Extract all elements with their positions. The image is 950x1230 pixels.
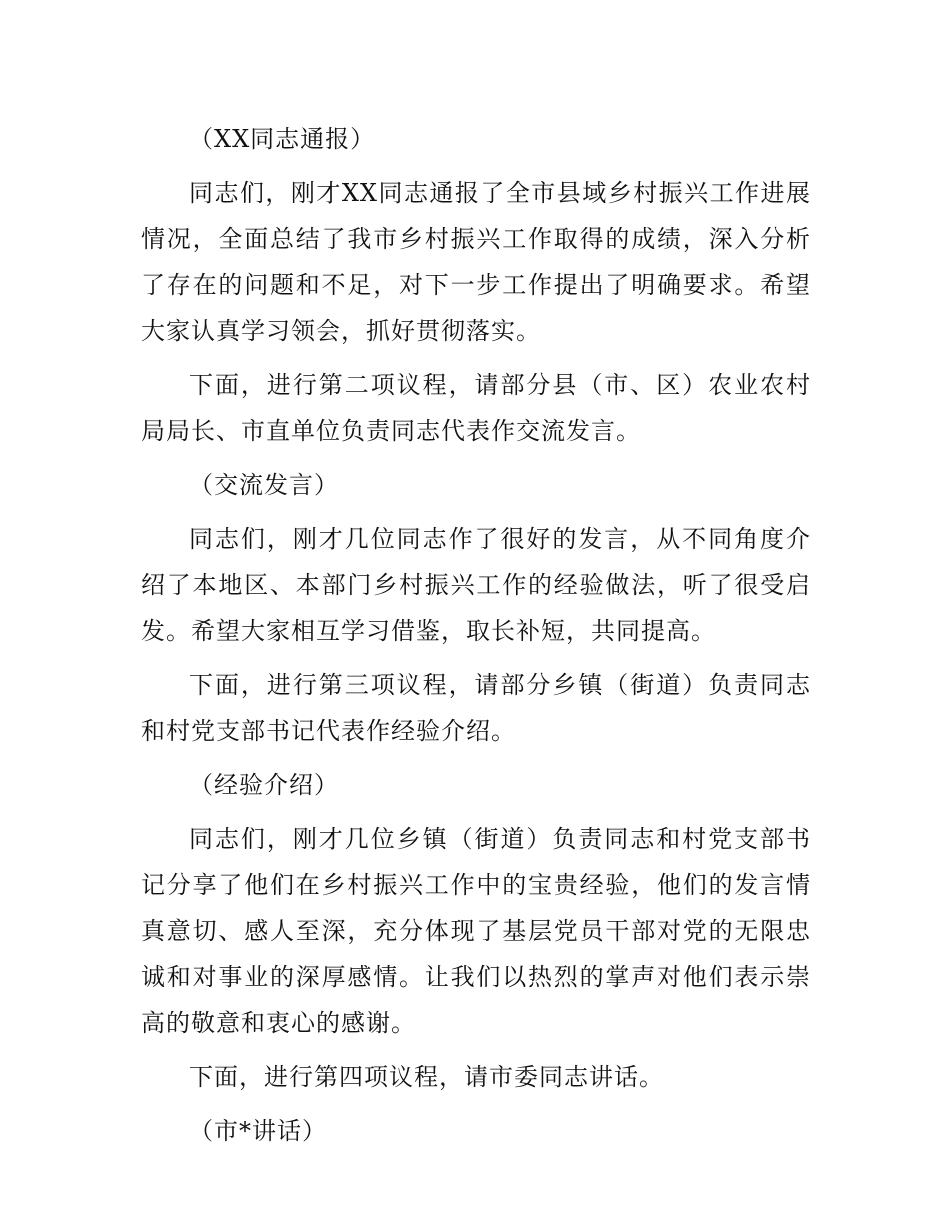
agenda-note-briefing: （XX同志通报） xyxy=(189,125,376,153)
paragraph-summary-exchange: 同志们，刚才几位同志作了很好的发言，从不同角度介绍了本地区、本部门乡村振兴工作的经验做法，听了很受启发。希望大家相互学习借鉴，取长补短，共同提高。 xyxy=(141,525,811,645)
agenda-note-experience: （经验介绍） xyxy=(189,771,339,799)
document-body xyxy=(141,116,811,1162)
paragraph-agenda-item-3: 下面，进行第三项议程，请部分乡镇（街道）负责同志和村党支部书记代表作经验介绍。 xyxy=(141,671,811,745)
paragraph-summary-briefing: 同志们，刚才XX同志通报了全市县域乡村振兴工作进展情况，全面总结了我市乡村振兴工作取得的成绩，深入分析了存在的问题和不足，对下一步工作提出了明确要求。希望大家认真学习领会，抓好贯彻落实。 xyxy=(141,179,811,345)
agenda-note-exchange: （交流发言） xyxy=(189,471,339,499)
paragraph-agenda-item-4: 下面，进行第四项议程，请市委同志讲话。 xyxy=(189,1063,664,1091)
agenda-note-speech: （市*讲话） xyxy=(189,1117,327,1145)
paragraph-summary-experience: 同志们，刚才几位乡镇（街道）负责同志和村党支部书记分享了他们在乡村振兴工作中的宝贵经验，他们的发言情真意切、感人至深，充分体现了基层党员干部对党的无限忠诚和对事业的深厚感情。让我们以热烈的掌声对他们表示崇高的敬意和衷心的感谢。 xyxy=(141,825,811,1037)
paragraph-agenda-item-2: 下面，进行第二项议程，请部分县（市、区）农业农村局局长、市直单位负责同志代表作交流发言。 xyxy=(141,371,811,445)
